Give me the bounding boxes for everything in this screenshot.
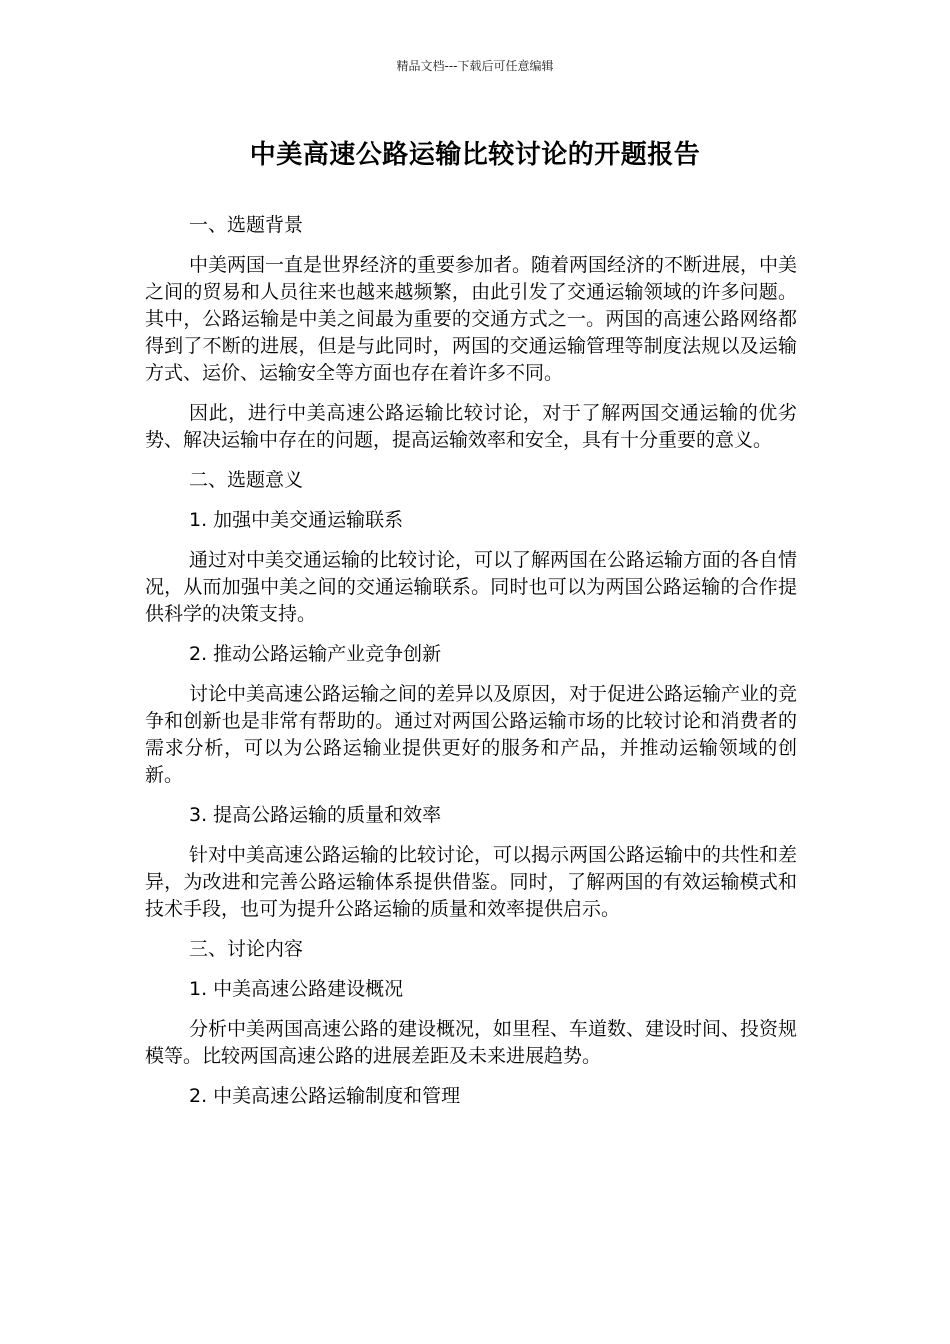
paragraph-background-1: 中美两国一直是世界经济的重要参加者。随着两国经济的不断进展，中美之间的贸易和人员往来也越来越频繁，由此引发了交通运输领域的许多问题。其中，公路运输是中美之间最为重要的交通方式之一。两国的高速公路网络都得到了不断的进展，但是与此同时，两国的交通运输管理等制度法规以及运输方式、运价、运输安全等方面也存在着许多不同。: [145, 254, 798, 384]
section-heading-significance: 二、选题意义: [189, 469, 304, 491]
paragraph-content-1: 分析中美两国高速公路的建设概况，如里程、车道数、建设时间、投资规模等。比较两国高速公路的进展差距及未来进展趋势。: [145, 1018, 798, 1067]
subheading-significance-1: 1. 加强中美交通运输联系: [189, 509, 404, 531]
paragraph-significance-3: 针对中美高速公路运输的比较讨论，可以揭示两国公路运输中的共性和差异，为改进和完善公路运输体系提供借鉴。同时，了解两国的有效运输模式和技术手段，也可为提升公路运输的质量和效率提供启示。: [145, 844, 798, 920]
document-title: 中美高速公路运输比较讨论的开题报告: [249, 140, 701, 170]
subheading-content-1: 1. 中美高速公路建设概况: [189, 978, 404, 1000]
subheading-significance-3: 3. 提高公路运输的质量和效率: [189, 804, 442, 826]
paragraph-background-2: 因此，进行中美高速公路运输比较讨论，对于了解两国交通运输的优劣势、解决运输中存在的问题，提高运输效率和安全，具有十分重要的意义。: [145, 402, 797, 451]
document-body: [145, 212, 797, 1123]
page-header: 精品文档---下载后可任意编辑: [396, 59, 554, 73]
section-heading-content: 三、讨论内容: [189, 938, 304, 960]
section-heading-background: 一、选题背景: [189, 214, 304, 236]
paragraph-significance-1: 通过对中美交通运输的比较讨论，可以了解两国在公路运输方面的各自情况，从而加强中美之间的交通运输联系。同时也可以为两国公路运输的合作提供科学的决策支持。: [145, 549, 798, 625]
subheading-content-2: 2. 中美高速公路运输制度和管理: [189, 1085, 461, 1107]
subheading-significance-2: 2. 推动公路运输产业竞争创新: [189, 643, 442, 665]
paragraph-significance-2: 讨论中美高速公路运输之间的差异以及原因，对于促进公路运输产业的竞争和创新也是非常有帮助的。通过对两国公路运输市场的比较讨论和消费者的需求分析，可以为公路运输业提供更好的服务和产品，并推动运输领域的创新。: [145, 683, 798, 786]
